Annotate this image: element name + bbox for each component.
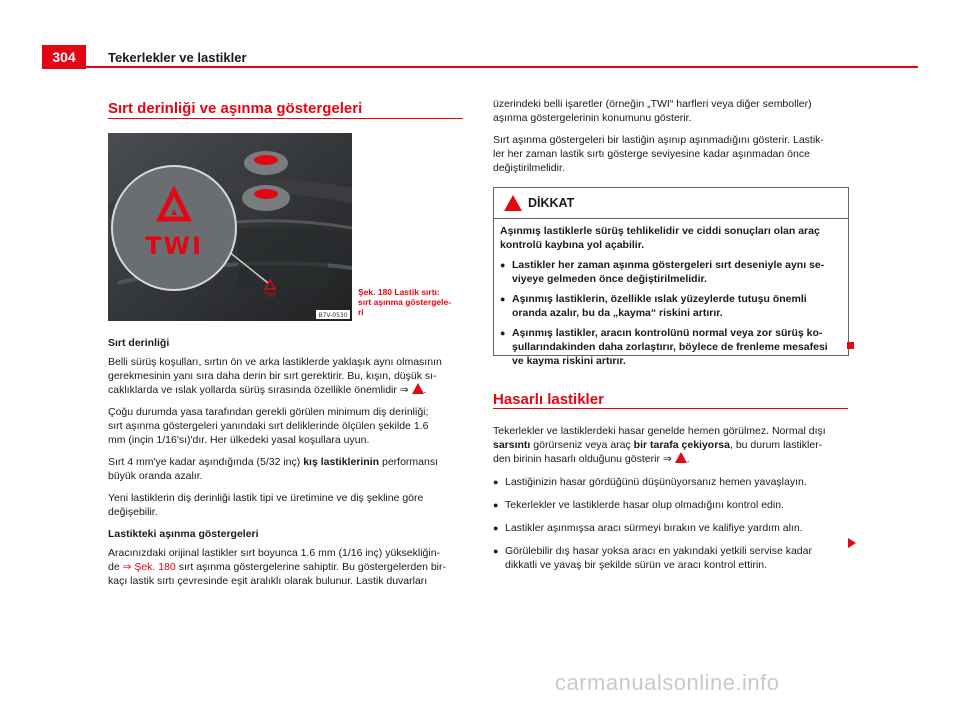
caution-body: Aşınmış lastiklerle sürüş tehlikelidir ve ciddi sonuçları olan araç kontrolü kaybına yol açabilir. ● Lastikler her zaman aşınma göstergeleri sırt deseniyle aynı se- viyeye gelmeden önce değiştirilmelidir. ● Aşınmış lastiklerin, özellikle ıslak yüzeylerde tutuşu önemli oranda azalır, bu da „kayma“ riskini artırır. ● Aşınmış lastikler, aracın kontrolünü normal veya zor sürüş ko- şullarındakinden daha zorlaştırır, böylece de frenleme mesafesi ve kayma riskini artırır.: [494, 219, 848, 368]
section-heading-damaged: Hasarlı lastikler: [493, 391, 604, 408]
chapter-title: Tekerlekler ve lastikler: [108, 50, 247, 65]
warning-icon: [504, 195, 522, 211]
section-heading-rule: [493, 408, 848, 409]
figure-caption: Şek. 180 Lastik sırtı: sırt aşınma göstergele- ri: [358, 287, 452, 317]
list-item: ● Lastikler aşınmışsa aracı sürmeyi bırakın ve kalifiye yardım alın.: [493, 521, 853, 535]
section-end-marker: [847, 342, 854, 349]
twi-large-label: TWI: [145, 232, 203, 260]
figure-code: B7V-0530: [318, 312, 348, 319]
warning-icon: [412, 383, 424, 394]
subheading-wear-indicators: Lastikteki aşınma göstergeleri: [108, 528, 259, 540]
caution-header: [494, 188, 848, 219]
caution-title: DİKKAT: [528, 196, 575, 210]
tread-figure: [108, 133, 352, 321]
right-intro: üzerindeki belli işaretler (örneğin „TWI“ harfleri veya diğer semboller) aşınma göstergelerinin konumunu gösterir. Sırt aşınma göstergeleri bir lastiğin aşınıp aşınmadığını gösterir. Lastik- ler her zaman lastik sırtı gösterge seviyesine kadar aşınmadan önce değiştirilmelidir.: [493, 98, 824, 174]
tread-illustration: [108, 133, 352, 321]
warning-icon: [675, 452, 687, 463]
section-heading-rule: [108, 118, 463, 119]
right-body: Tekerlekler ve lastiklerdeki hasar genelde hemen görülmez. Normal dışı sarsıntı görürseniz veya araç bir tarafa çekiyorsa, bu durum lastikler- den birinin hasarlı olduğunu gösterir ⇒ . ● Lastiğinizin hasar gördüğünü düşünüyorsanız hemen yavaşlayın. ● Tekerlekler ve lastiklerde hasar olup olmadığını kontrol edin. ● Lastikler aşınmışsa aracı sürmeyi bırakın ve kalifiye yardım alın. ● Görülebilir dış hasar yoksa aracı en yakındaki yetkili servise kadar dikkatli ve yavaş bir şekilde sürün ve aracı kontrol ettirin.: [493, 424, 853, 572]
list-item: ● Tekerlekler ve lastiklerde hasar olup olmadığını kontrol edin.: [493, 498, 853, 512]
figure-reference-link[interactable]: ⇒ Şek. 180: [122, 561, 176, 573]
continue-arrow-icon[interactable]: [848, 538, 856, 548]
page-number: 304: [42, 45, 86, 69]
section-heading: Sırt derinliği ve aşınma göstergeleri: [108, 100, 363, 117]
caution-box: [493, 187, 849, 367]
subheading-tread-depth: Sırt derinliği: [108, 337, 170, 349]
twi-small-label: TWI: [264, 292, 276, 299]
left-body: Sırt derinliği Belli sürüş koşulları, sırtın ön ve arka lastiklerde yaklaşık aynı olmasının gerekmesinin yanı sıra daha derin bir sırt gerektirir. Bu, kışın, düşük sı- caklıklarda ve ıslak yollarda sürüş sırasında özellikle önemlidir ⇒ . Çoğu durumda yasa tarafından gerekli görülen minimum diş derinliği; sırt aşınma göstergeleri yanındaki sırt deliklerinde ölçülen şekilde 1.6 mm (inçin 1/16'sı)'dır. Her ülkedeki yasal koşullara uyun. Sırt 4 mm'ye kadar aşındığında (5/32 inç) kış lastiklerinin performansı büyük oranda azalır. Yeni lastiklerin diş derinliği lastik tipi ve üretimine ve diş şekline göre değişebilir. Lastikteki aşınma göstergeleri Aracınızdaki orijinal lastikler sırt boyunca 1.6 mm (1/16 inç) yüksekliğin- de ⇒ Şek. 180 sırt aşınma göstergelerine sahiptir. Bu göstergelerden bir- kaçı lastik sırtı çevresinde eşit aralıklı olarak bulunur. Lastik duvarları: [108, 336, 468, 588]
header-rule: [42, 66, 918, 68]
list-item: ● Lastiğinizin hasar gördüğünü düşünüyorsanız hemen yavaşlayın.: [493, 475, 853, 489]
list-item: ● Görülebilir dış hasar yoksa aracı en yakındaki yetkili servise kadar dikkatli ve yavaş bir şekilde sürün ve aracı kontrol ettirin.: [493, 544, 853, 572]
watermark: carmanualsonline.info: [555, 670, 780, 695]
